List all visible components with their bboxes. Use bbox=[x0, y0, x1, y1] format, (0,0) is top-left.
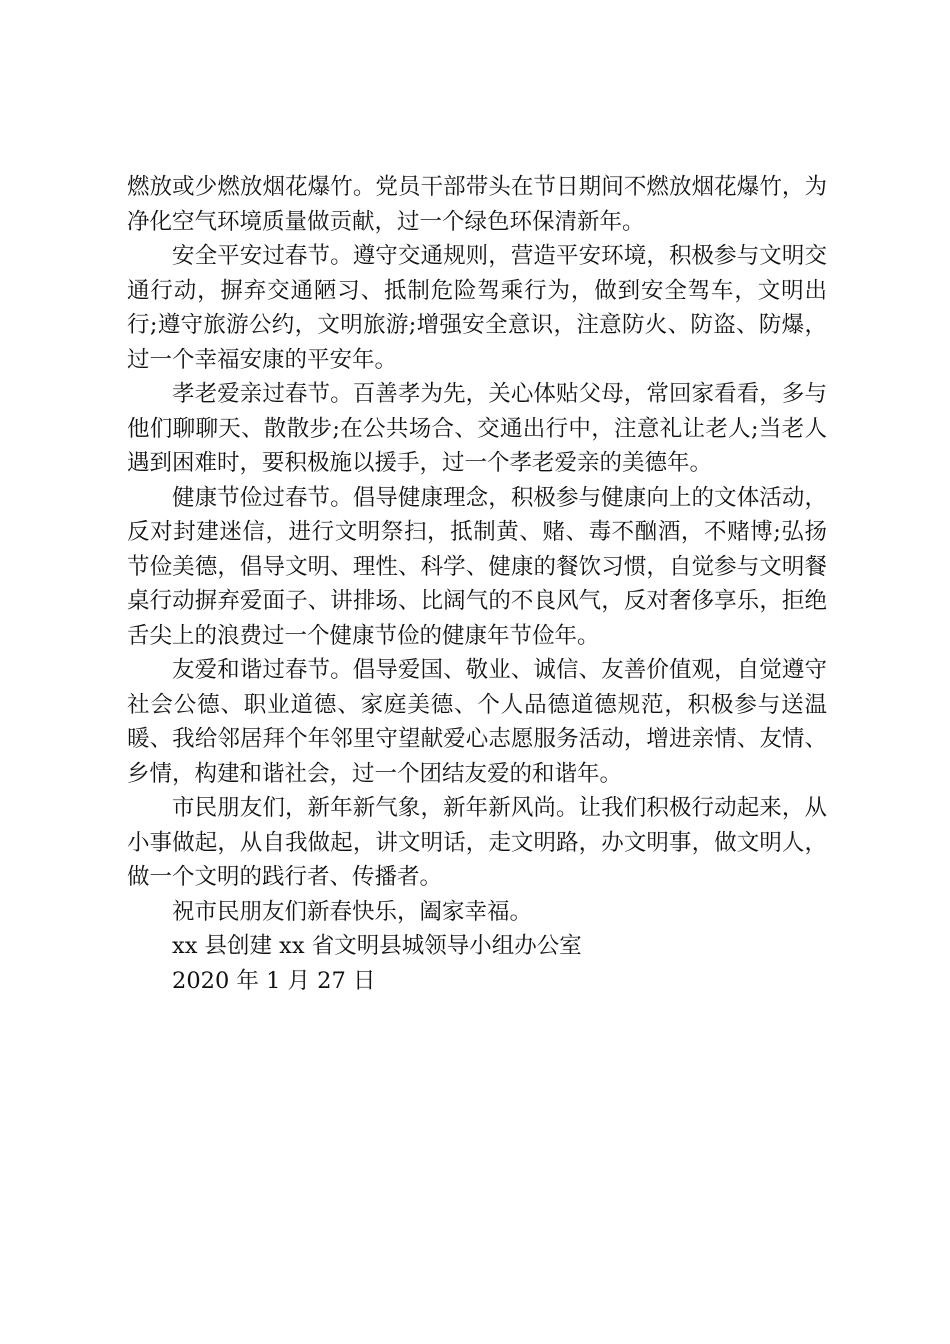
date-line: 2020 年 1 月 27 日 bbox=[172, 967, 376, 994]
document-body bbox=[127, 170, 827, 998]
paragraph-filial-piety: 孝老爱亲过春节。百善孝为先，关心体贴父母，常回家看看，多与他们聊聊天、散散步;在公共场合、交通出行中，注意礼让老人;当老人遇到困难时，要积极施以援手，过一个孝老爱亲的美德年。 bbox=[127, 381, 827, 476]
greeting-line: 祝市民朋友们新春快乐，阖家幸福。 bbox=[172, 898, 533, 925]
paragraph-call-to-action: 市民朋友们，新年新气象，新年新风尚。让我们积极行动起来，从小事做起，从自我做起，讲文明话，走文明路，办文明事，做文明人，做一个文明的践行者、传播者。 bbox=[127, 795, 827, 890]
paragraph-harmony: 友爱和谐过春节。倡导爱国、敬业、诚信、友善价值观，自觉遵守社会公德、职业道德、家庭美德、个人品德道德规范，积极参与送温暖、我给邻居拜个年邻里守望献爱心志愿服务活动，增进亲情、友情、乡情，构建和谐社会，过一个团结友爱的和谐年。 bbox=[127, 657, 827, 787]
paragraph-safety: 安全平安过春节。遵守交通规则，营造平安环境，积极参与文明交通行动，摒弃交通陋习、抵制危险驾乘行为，做到安全驾车，文明出行;遵守旅游公约，文明旅游;增强安全意识，注意防火、防盗、防爆，过一个幸福安康的平安年。 bbox=[127, 243, 827, 373]
paragraph-firecrackers: 燃放或少燃放烟花爆竹。党员干部带头在节日期间不燃放烟花爆竹，为净化空气环境质量做贡献，过一个绿色环保清新年。 bbox=[127, 174, 827, 235]
paragraph-health-thrift: 健康节俭过春节。倡导健康理念，积极参与健康向上的文体活动，反对封建迷信，进行文明祭扫，抵制黄、赌、毒不酗酒，不赌博;弘扬节俭美德，倡导文明、理性、科学、健康的餐饮习惯，自觉参与文明餐桌行动摒弃爱面子、讲排场、比阔气的不良风气，反对奢侈享乐，拒绝舌尖上的浪费过一个健康节俭的健康年节俭年。 bbox=[127, 484, 827, 649]
issuer-line: xx 县创建 xx 省文明县城领导小组办公室 bbox=[172, 933, 582, 959]
